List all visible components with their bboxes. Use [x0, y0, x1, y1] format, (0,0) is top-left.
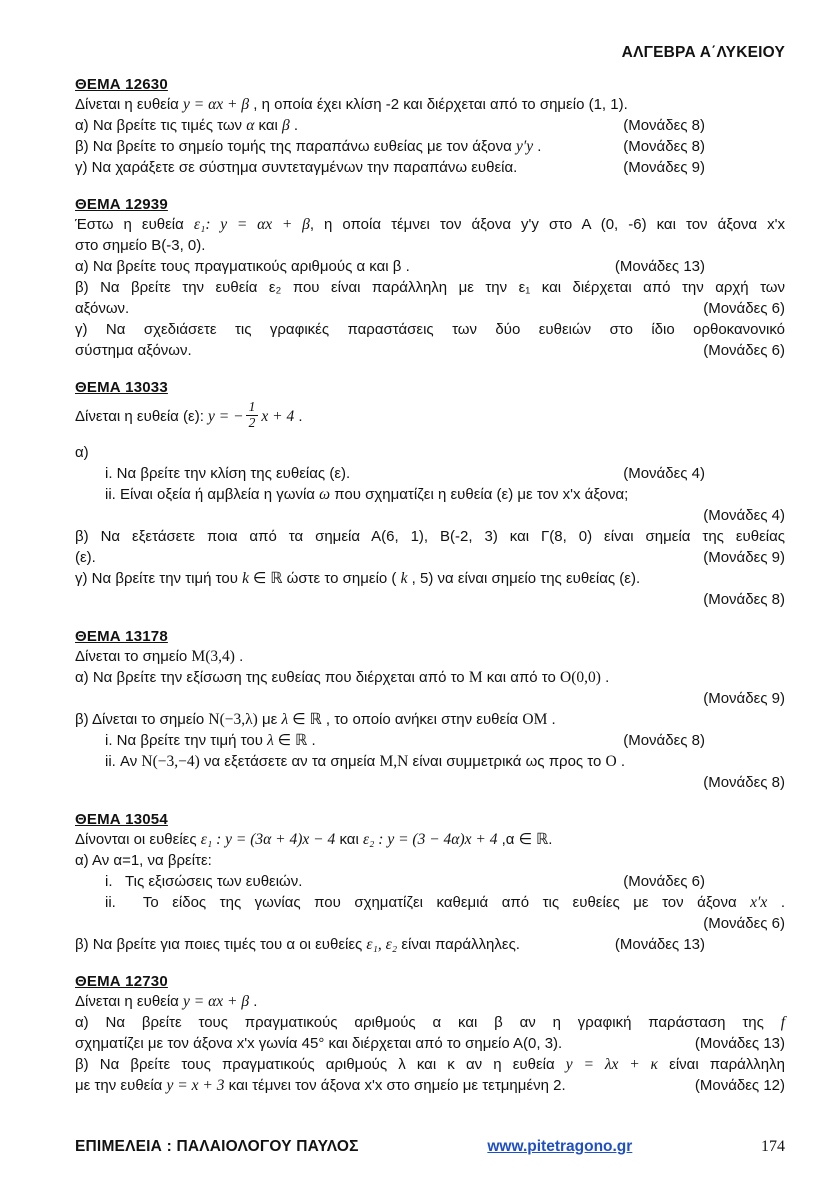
line-content	[75, 528, 785, 545]
line-content	[75, 157, 623, 178]
text-run: είναι παράλληλες.	[397, 935, 520, 953]
paragraph-line	[75, 568, 785, 589]
paragraph-line	[75, 298, 785, 319]
text-run: (ε).	[75, 548, 96, 566]
theme-title: ΘΕΜΑ 12939	[75, 196, 168, 213]
line-content	[75, 852, 212, 869]
line-content	[105, 486, 628, 503]
line-content	[75, 570, 640, 587]
math-expression: N(−3,−4)	[141, 752, 200, 770]
math-expression: k	[242, 569, 249, 587]
math-expression: λ	[267, 731, 274, 749]
paragraph-line	[75, 934, 785, 955]
line-content	[75, 321, 785, 338]
math-expression: M(3,4)	[191, 647, 235, 665]
paragraph-line	[75, 235, 785, 256]
footer-editor: ΕΠΙΜΕΛΕΙΑ : ΠΑΛΑΙΟΛΟΓΟΥ ΠΑΥΛΟΣ	[75, 1137, 359, 1155]
text-run: .	[289, 117, 299, 134]
text-run: β) Να βρείτε την ευθεία ε₂ που είναι παράλληλη με την ε₁ και διέρχεται από την αρχή των	[75, 279, 785, 296]
paragraph-line	[75, 214, 785, 235]
footer-website-link[interactable]: www.pitetragono.gr	[487, 1137, 633, 1155]
points-label: (Μονάδες 6)	[703, 300, 785, 317]
math-expression: ∈ ℝ	[288, 710, 322, 728]
line-content	[75, 115, 623, 136]
fraction	[246, 400, 259, 431]
paragraph-line	[75, 484, 785, 505]
line-content	[75, 136, 623, 157]
theme-section	[75, 76, 785, 178]
text-run: ii. Είναι οξεία ή αμβλεία η γωνία	[105, 485, 320, 503]
line-content	[75, 1033, 695, 1054]
line-content	[75, 648, 243, 665]
paragraph-line	[75, 871, 785, 892]
paragraph-line	[75, 751, 785, 772]
paragraph-line	[75, 319, 785, 340]
paragraph-line	[75, 991, 785, 1012]
math-expression: OM	[522, 710, 548, 728]
text-run: σύστημα αξόνων.	[75, 342, 192, 359]
points-label: (Μονάδες 4)	[703, 506, 785, 524]
text-run: .	[533, 138, 542, 155]
text-run: που σχηματίζει η ευθεία (ε) με τον x'x άξονα;	[330, 485, 629, 503]
paragraph-line	[75, 1012, 785, 1033]
paragraph-line	[75, 667, 785, 688]
points-label: (Μονάδες 13)	[614, 258, 705, 275]
fraction-denominator: 2	[248, 414, 256, 430]
paragraph-line	[75, 730, 785, 751]
line-content	[75, 216, 785, 233]
text-run: , το οποίο ανήκει στην ευθεία	[321, 710, 523, 728]
points-label: (Μονάδες 4)	[623, 464, 705, 482]
math-expression: O	[605, 752, 617, 770]
text-run: α) Να βρείτε την εξίσωση της ευθείας που διέρχεται από το	[75, 668, 469, 686]
points-label: (Μονάδες 6)	[623, 872, 705, 890]
math-expression: ∈ ℝ	[273, 731, 308, 749]
text-run: στο σημείο Β(-3, 0).	[75, 237, 206, 254]
paragraph-line	[75, 526, 785, 547]
paragraph-line	[75, 94, 785, 115]
theme-title: ΘΕΜΑ 13178	[75, 627, 168, 645]
text-run: α) Να βρείτε τις τιμές των	[75, 117, 247, 134]
math-expression: ε₂ : y = (3 − 4α)x + 4	[362, 830, 498, 848]
text-run: γ) Να χαράξετε σε σύστημα συντεταγμένων την παραπάνω ευθεία.	[75, 159, 518, 176]
text-run: ώστε το σημείο (	[282, 569, 401, 587]
math-expression: y = x + 3	[166, 1076, 225, 1094]
points-label: (Μονάδες 8)	[623, 117, 705, 134]
text-run: α) Να βρείτε τους πραγματικούς αριθμούς α και β .	[75, 258, 410, 275]
points-label: (Μονάδες 6)	[703, 342, 785, 359]
text-run: και από το	[482, 668, 561, 686]
math-expression: λ	[281, 710, 289, 728]
line-content	[105, 730, 623, 751]
theme-section	[75, 811, 785, 955]
paragraph-line	[75, 913, 785, 934]
points-label: (Μονάδες 8)	[703, 590, 785, 608]
points-label: (Μονάδες 9)	[703, 689, 785, 707]
math-expression: k	[400, 569, 408, 587]
text-run: και τέμνει τον άξονα x'x στο σημείο με τετμημένη 2.	[224, 1076, 566, 1094]
text-run: ii. Αν	[105, 752, 142, 770]
text-run: α) Αν α=1, να βρείτε:	[75, 851, 212, 869]
line-content	[75, 444, 89, 461]
paragraph-line	[75, 1075, 785, 1096]
line-content	[75, 993, 257, 1010]
math-expression: x′x	[750, 893, 768, 911]
text-run: .	[600, 668, 610, 686]
points-label: (Μονάδες 8)	[623, 138, 705, 155]
paragraph-line	[75, 829, 785, 850]
line-content	[75, 831, 552, 848]
math-expression: β	[282, 117, 290, 134]
math-expression: f	[780, 1013, 785, 1031]
points-label: (Μονάδες 9)	[703, 548, 785, 566]
math-expression: N(−3,λ)	[208, 710, 258, 728]
paragraph-line	[75, 1033, 785, 1054]
line-content	[75, 711, 556, 728]
text-run: .	[616, 752, 626, 770]
text-run: να εξετάσετε αν τα σημεία	[199, 752, 380, 770]
text-run: Δίνονται οι ευθείες	[75, 830, 201, 848]
math-expression: ε₁ : y = (3α + 4)x − 4	[200, 830, 336, 848]
text-run: .	[294, 408, 303, 426]
math-expression: x + 4	[261, 408, 295, 426]
math-expression: ∈ ℝ	[248, 569, 283, 587]
text-run: , η οποία έχει κλίση -2 και διέρχεται από το σημείο (1, 1).	[249, 96, 628, 113]
paragraph-line	[75, 463, 785, 484]
paragraph-line	[75, 1054, 785, 1075]
paragraph-line	[75, 505, 785, 526]
text-run: i. Να βρείτε την τιμή του	[105, 731, 268, 749]
text-run: αξόνων.	[75, 300, 130, 317]
theme-title: ΘΕΜΑ 13033	[75, 379, 168, 396]
math-expression: ε₁, ε₂	[366, 935, 398, 953]
text-run: και	[254, 117, 282, 134]
math-expression: y = αx + β	[183, 992, 250, 1010]
theme-section	[75, 628, 785, 793]
text-run: .	[548, 830, 553, 848]
text-run: , 5) να είναι σημείο της ευθείας (ε).	[407, 569, 641, 587]
paragraph-line	[75, 397, 785, 442]
text-run: Δίνεται η ευθεία	[75, 96, 184, 113]
line-content	[105, 753, 625, 770]
line-content	[105, 871, 623, 892]
text-run: είναι συμμετρικά ως προς το	[408, 752, 606, 770]
line-content	[75, 669, 609, 686]
points-label: (Μονάδες 13)	[694, 1034, 785, 1052]
paragraph-line	[75, 256, 785, 277]
text-run: σχηματίζει με τον άξονα x'x γωνία 45° και διέρχεται από το σημείο Α(0, 3).	[75, 1034, 563, 1052]
paragraph-line	[75, 850, 785, 871]
text-run: .	[249, 992, 258, 1010]
text-run: Έστω η ευθεία	[75, 216, 194, 233]
paragraph-line	[75, 892, 785, 913]
line-content	[75, 279, 785, 296]
math-expression: O(0,0)	[560, 668, 601, 686]
text-run: ,α	[497, 830, 519, 848]
paragraph-line	[75, 772, 785, 793]
math-expression: ε₁: y = αx + β	[193, 216, 310, 233]
paragraph-line	[75, 136, 785, 157]
paragraph-line	[75, 157, 785, 178]
text-run: .	[547, 710, 556, 728]
theme-title: ΘΕΜΑ 12630	[75, 76, 168, 93]
math-expression: M	[468, 668, 483, 686]
text-run: α)	[75, 443, 89, 461]
points-label: (Μονάδες 12)	[694, 1076, 785, 1094]
text-run: β) Να εξετάσετε ποια από τα σημεία Α(6, 1), Β(-2, 3) και Γ(8, 0) είναι σημεία της ευθείας	[75, 527, 785, 545]
math-expression: ω	[319, 485, 331, 503]
text-run: i. Να βρείτε την κλίση της ευθείας (ε).	[105, 464, 351, 482]
line-content	[105, 894, 785, 911]
line-content	[75, 547, 703, 568]
text-run: και	[335, 830, 363, 848]
paragraph-line	[75, 277, 785, 298]
math-expression: y = αx + β	[183, 96, 250, 113]
paragraph-line	[75, 709, 785, 730]
math-expression: y = λx + κ	[565, 1055, 658, 1073]
page-title: ΑΛΓΕΒΡΑ Α΄ΛΥΚΕΙΟΥ	[621, 44, 785, 61]
text-run: γ) Να βρείτε την τιμή του	[75, 569, 243, 587]
text-run: β) Να βρείτε το σημείο τομής της παραπάνω ευθείας με τον άξονα	[75, 138, 516, 155]
points-label: (Μονάδες 8)	[623, 731, 705, 749]
line-content	[75, 298, 703, 319]
math-expression: α	[246, 117, 255, 134]
text-run: Δίνεται η ευθεία (ε):	[75, 408, 209, 426]
text-run: i. Τις εξισώσεις των ευθειών.	[105, 872, 303, 890]
text-run: με	[257, 710, 282, 728]
line-content	[75, 1056, 785, 1073]
text-run: είναι παράλληλη	[658, 1055, 785, 1073]
text-run: Δίνεται το σημείο	[75, 647, 192, 665]
line-content	[75, 340, 703, 361]
line-content	[105, 463, 623, 484]
line-content	[75, 96, 628, 113]
text-run: με την ευθεία	[75, 1076, 167, 1094]
math-expression: M,N	[379, 752, 409, 770]
math-expression: y′y	[515, 138, 534, 155]
themes-container	[75, 76, 785, 1114]
text-run: γ) Να σχεδιάσετε τις γραφικές παραστάσεις των δύο ευθειών στο ίδιο ορθοκανονικό	[75, 321, 785, 338]
line-content	[75, 237, 205, 254]
theme-section	[75, 196, 785, 361]
points-label: (Μονάδες 9)	[623, 159, 705, 176]
math-expression: ∈ ℝ	[518, 830, 549, 848]
page-number: 174	[761, 1137, 785, 1155]
line-content	[75, 934, 615, 955]
theme-section	[75, 379, 785, 610]
text-run: Δίνεται η ευθεία	[75, 992, 184, 1010]
footer	[75, 1114, 785, 1156]
points-label: (Μονάδες 6)	[703, 914, 785, 932]
line-content	[75, 256, 615, 277]
text-run: .	[307, 731, 316, 749]
fraction-numerator: 1	[246, 400, 259, 416]
paragraph-line	[75, 442, 785, 463]
theme-title: ΘΕΜΑ 13054	[75, 810, 168, 828]
paragraph-line	[75, 688, 785, 709]
theme-title: ΘΕΜΑ 12730	[75, 972, 168, 990]
text-run: ii. Το είδος της γωνίας που σχηματίζει καθεμιά από τις ευθείες με τον άξονα	[105, 893, 751, 911]
line-content	[75, 399, 303, 430]
line-content	[75, 1014, 785, 1031]
paragraph-line	[75, 589, 785, 610]
paragraph-line	[75, 547, 785, 568]
text-run: , η οποία τέμνει τον άξονα y'y στο Α (0, -6) και τον άξονα x'x	[309, 216, 785, 233]
points-label: (Μονάδες 8)	[703, 773, 785, 791]
math-expression: y = −	[208, 408, 244, 426]
text-run: β) Δίνεται το σημείο	[75, 710, 209, 728]
text-run: β) Να βρείτε για ποιες τιμές του α οι ευθείες	[75, 935, 367, 953]
text-run: .	[767, 893, 785, 911]
line-content	[75, 1075, 695, 1096]
paragraph-line	[75, 115, 785, 136]
text-run: β) Να βρείτε τους πραγματικούς αριθμούς λ και κ αν η ευθεία	[75, 1055, 566, 1073]
theme-section	[75, 973, 785, 1096]
paragraph-line	[75, 340, 785, 361]
paragraph-line	[75, 646, 785, 667]
points-label: (Μονάδες 13)	[614, 935, 705, 953]
text-run: .	[234, 647, 244, 665]
text-run: α) Να βρείτε τους πραγματικούς αριθμούς α και β αν η γραφική παράσταση της	[75, 1013, 781, 1031]
